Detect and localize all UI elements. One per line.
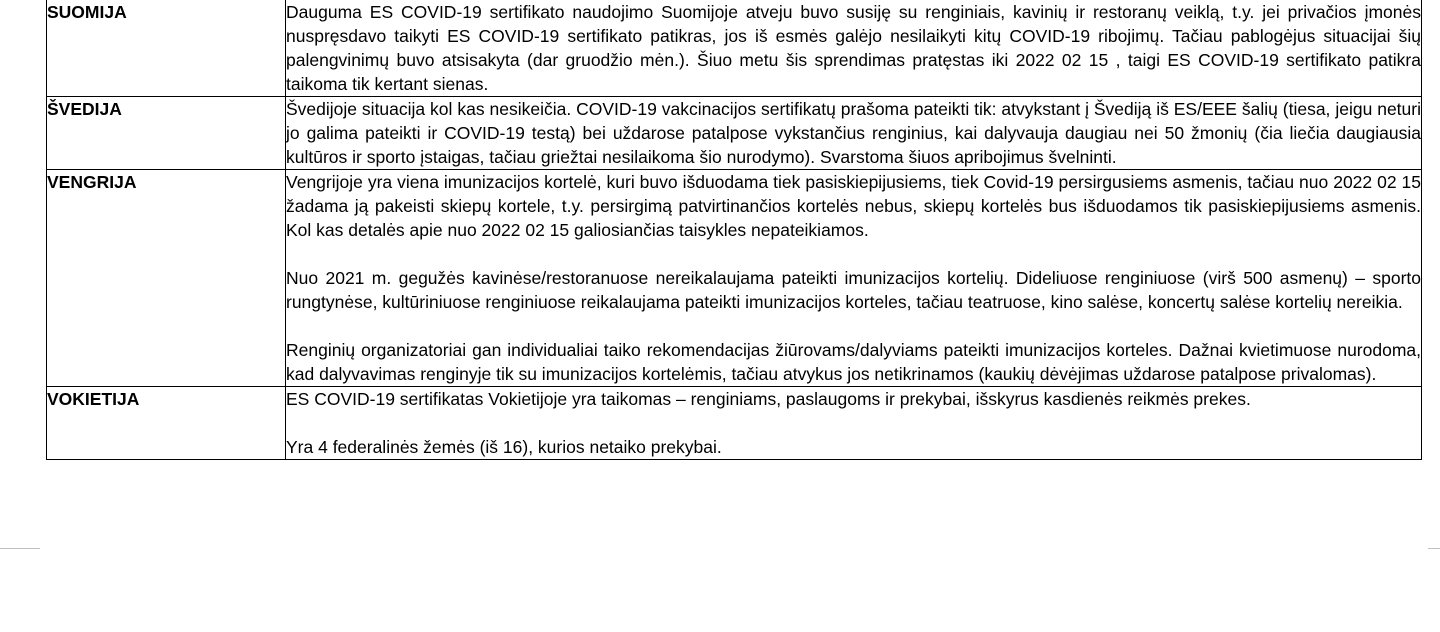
- description-paragraph: ES COVID-19 sertifikatas Vokietijoje yra taikomas – renginiams, paslaugoms ir prekybai, išskyrus kasdienės reikmės prekes.: [286, 389, 1251, 409]
- description-paragraph: Renginių organizatoriai gan individualiai taiko rekomendacijas žiūrovams/dalyviams pateikti imunizacijos korteles. Dažnai kvietimuose nurodoma, kad dalyvavimas renginyje tik su imunizacijos kortelėmis, tačiau atvykus jos netikrinamos (kaukių dėvėjimas uždarose patalpose privalomas).: [286, 340, 1421, 384]
- country-rules-table: [46, 0, 1422, 460]
- description-paragraph: Nuo 2021 m. gegužės kavinėse/restoranuose nereikalaujama pateikti imunizacijos kortelių. Dideliuose renginiuose (virš 500 asmenų) – sporto rungtynėse, kultūriniuose renginiuose reikalaujama pateikti imunizacijos korteles, tačiau teatruose, kino salėse, koncertų salėse kortelių nereikia.: [286, 268, 1421, 312]
- description-paragraph: Švedijoje situacija kol kas nesikeičia. COVID-19 vakcinacijos sertifikatų prašoma pateikti tik: atvykstant į Švediją iš ES/EEE šalių (tiesa, jeigu neturi jo galima pateikti ir COVID-19 testą) bei uždarose patalpose vykstančius renginius, kai dalyvauja daugiau nei 50 žmonių (čia liečia daugiausia kultūros ir sporto įstaigas, tačiau griežtai nesilaikoma šio nurodymo). Svarstoma šiuos apribojimus švelninti.: [286, 99, 1421, 167]
- country-name-cell: SUOMIJA: [47, 0, 286, 97]
- table-row: [47, 170, 1422, 387]
- description-cell: [286, 170, 1422, 387]
- description-paragraph: Vengrijoje yra viena imunizacijos kortelė, kuri buvo išduodama tiek pasiskiepijusiems, tiek Covid-19 persirgusiems asmenis, tačiau nuo 2022 02 15 žadama ją pakeisti skiepų kortele, t.y. persirgimą patvirtinančios kortelės nebus, skiepų kortelės bus išduodamos tik pasiskiepijusiems asmenis. Kol kas detalės apie nuo 2022 02 15 galiosiančias taisykles nepateikiamos.: [286, 172, 1421, 240]
- table-row: [47, 0, 1422, 97]
- table-row: [47, 97, 1422, 170]
- country-name-cell: ŠVEDIJA: [47, 97, 286, 170]
- description-cell: [286, 97, 1422, 170]
- description-cell: [286, 0, 1422, 97]
- country-name-cell: VOKIETIJA: [47, 387, 286, 460]
- description-cell: [286, 387, 1422, 460]
- page-break-rule-right: [1428, 548, 1440, 549]
- description-paragraph: Yra 4 federalinės žemės (iš 16), kurios netaiko prekybai.: [286, 437, 722, 457]
- description-paragraph: Dauguma ES COVID-19 sertifikato naudojimo Suomijoje atveju buvo susiję su renginiais, kavinių ir restoranų veiklą, t.y. jei privačios įmonės nuspręsdavo taikyti ES COVID-19 sertifikato patikras, jos iš esmės galėjo nesilaikyti kitų COVID-19 ribojimų. Tačiau pablogėjus situacijai šių palengvinimų buvo atsisakyta (dar gruodžio mėn.). Šiuo metu šis sprendimas pratęstas iki 2022 02 15 , taigi ES COVID-19 sertifikato patikra taikoma tik kertant sienas.: [286, 2, 1421, 94]
- table-row: [47, 387, 1422, 460]
- page-break-rule-left: [0, 548, 40, 549]
- country-name-cell: VENGRIJA: [47, 170, 286, 387]
